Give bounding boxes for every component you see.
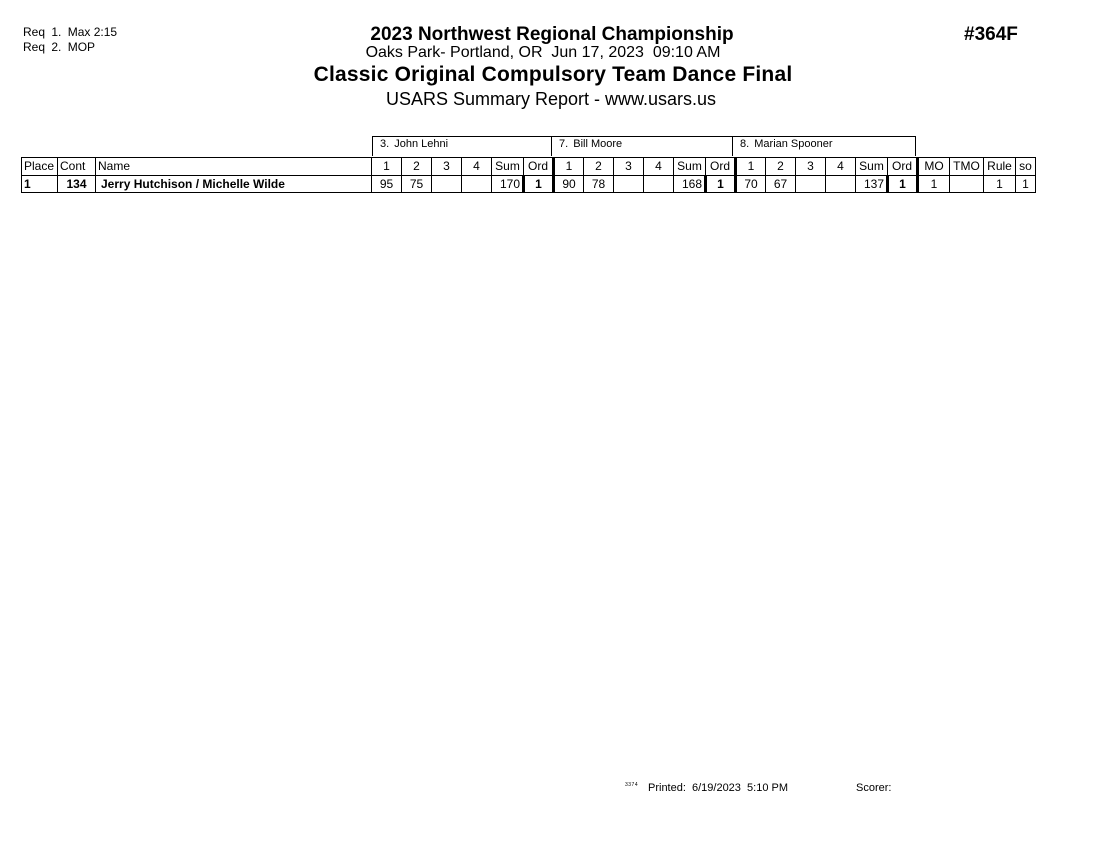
judge-header-3 — [733, 136, 916, 156]
judge-name: Marian Spooner — [754, 138, 833, 150]
req-number: 1. — [51, 25, 62, 39]
cell-ord: 1 — [888, 176, 918, 193]
col-header-mark: 1 — [372, 158, 402, 176]
report-code: 3374 — [625, 782, 639, 788]
printed-label: Printed: — [648, 782, 686, 794]
col-header-mark: 4 — [462, 158, 492, 176]
col-header-ord: Ord — [706, 158, 736, 176]
col-header-ord: Ord — [524, 158, 554, 176]
competition-title: 2023 Northwest Regional Championship — [370, 24, 734, 45]
cell-rule: 1 — [984, 176, 1016, 193]
scorer-label: Scorer: — [856, 782, 892, 794]
cell-mark: 78 — [584, 176, 614, 193]
judge-header-1 — [372, 136, 552, 156]
cell-mo: 1 — [918, 176, 950, 193]
table-header-row — [22, 158, 1036, 176]
req-text: Max 2:15 — [67, 25, 118, 39]
col-header-place: Place — [22, 158, 58, 176]
judge-number: 8. — [740, 138, 750, 150]
cell-mark — [462, 176, 492, 193]
cell-so: 1 — [1016, 176, 1036, 193]
col-header-mark: 3 — [614, 158, 644, 176]
cell-mark — [432, 176, 462, 193]
cell-tmo — [950, 176, 984, 193]
event-title: Classic Original Compulsory Team Dance Final — [313, 63, 793, 86]
table-row — [22, 176, 1036, 193]
cell-sum: 137 — [856, 176, 888, 193]
req-number: 2. — [51, 40, 62, 54]
cell-ord: 1 — [524, 176, 554, 193]
report-title: USARS Summary Report - www.usars.us — [385, 89, 717, 109]
col-header-mark: 2 — [766, 158, 796, 176]
col-header-rule: Rule — [984, 158, 1016, 176]
judge-header-2 — [552, 136, 733, 156]
cell-place: 1 — [22, 176, 58, 193]
judge-number: 3. — [380, 138, 390, 150]
cell-sum: 170 — [492, 176, 524, 193]
cell-mark: 70 — [736, 176, 766, 193]
cell-sum: 168 — [674, 176, 706, 193]
col-header-so: so — [1016, 158, 1036, 176]
col-header-sum: Sum — [674, 158, 706, 176]
judge-name: John Lehni — [394, 138, 449, 150]
col-header-ord: Ord — [888, 158, 918, 176]
col-header-mo: MO — [918, 158, 950, 176]
printed-value: 6/19/2023 5:10 PM — [691, 782, 788, 794]
col-header-mark: 1 — [554, 158, 584, 176]
col-header-mark: 1 — [736, 158, 766, 176]
col-header-mark: 3 — [432, 158, 462, 176]
col-header-mark: 3 — [796, 158, 826, 176]
col-header-tmo: TMO — [950, 158, 984, 176]
judge-name: Bill Moore — [573, 138, 623, 150]
col-header-name: Name — [96, 158, 372, 176]
judge-number: 7. — [559, 138, 569, 150]
cell-mark — [614, 176, 644, 193]
col-header-mark: 2 — [584, 158, 614, 176]
cell-ord: 1 — [706, 176, 736, 193]
req-label: Req — [23, 40, 46, 54]
col-header-sum: Sum — [492, 158, 524, 176]
cell-name: Jerry Hutchison / Michelle Wilde — [96, 176, 372, 193]
col-header-mark: 4 — [826, 158, 856, 176]
col-header-sum: Sum — [856, 158, 888, 176]
event-number: #364F — [964, 24, 1018, 45]
col-header-mark: 4 — [644, 158, 674, 176]
printed-timestamp — [648, 782, 788, 794]
req-label: Req — [23, 25, 46, 39]
location-datetime: Oaks Park- Portland, OR Jun 17, 2023 09:10 AM — [365, 44, 721, 61]
col-header-cont: Cont — [58, 158, 96, 176]
cell-mark: 95 — [372, 176, 402, 193]
cell-mark: 67 — [766, 176, 796, 193]
cell-mark: 75 — [402, 176, 432, 193]
cell-mark — [796, 176, 826, 193]
cell-mark — [826, 176, 856, 193]
cell-cont: 134 — [58, 176, 96, 193]
results-table — [21, 157, 1036, 193]
req-text: MOP — [67, 40, 96, 54]
cell-mark: 90 — [554, 176, 584, 193]
cell-mark — [644, 176, 674, 193]
col-header-mark: 2 — [402, 158, 432, 176]
